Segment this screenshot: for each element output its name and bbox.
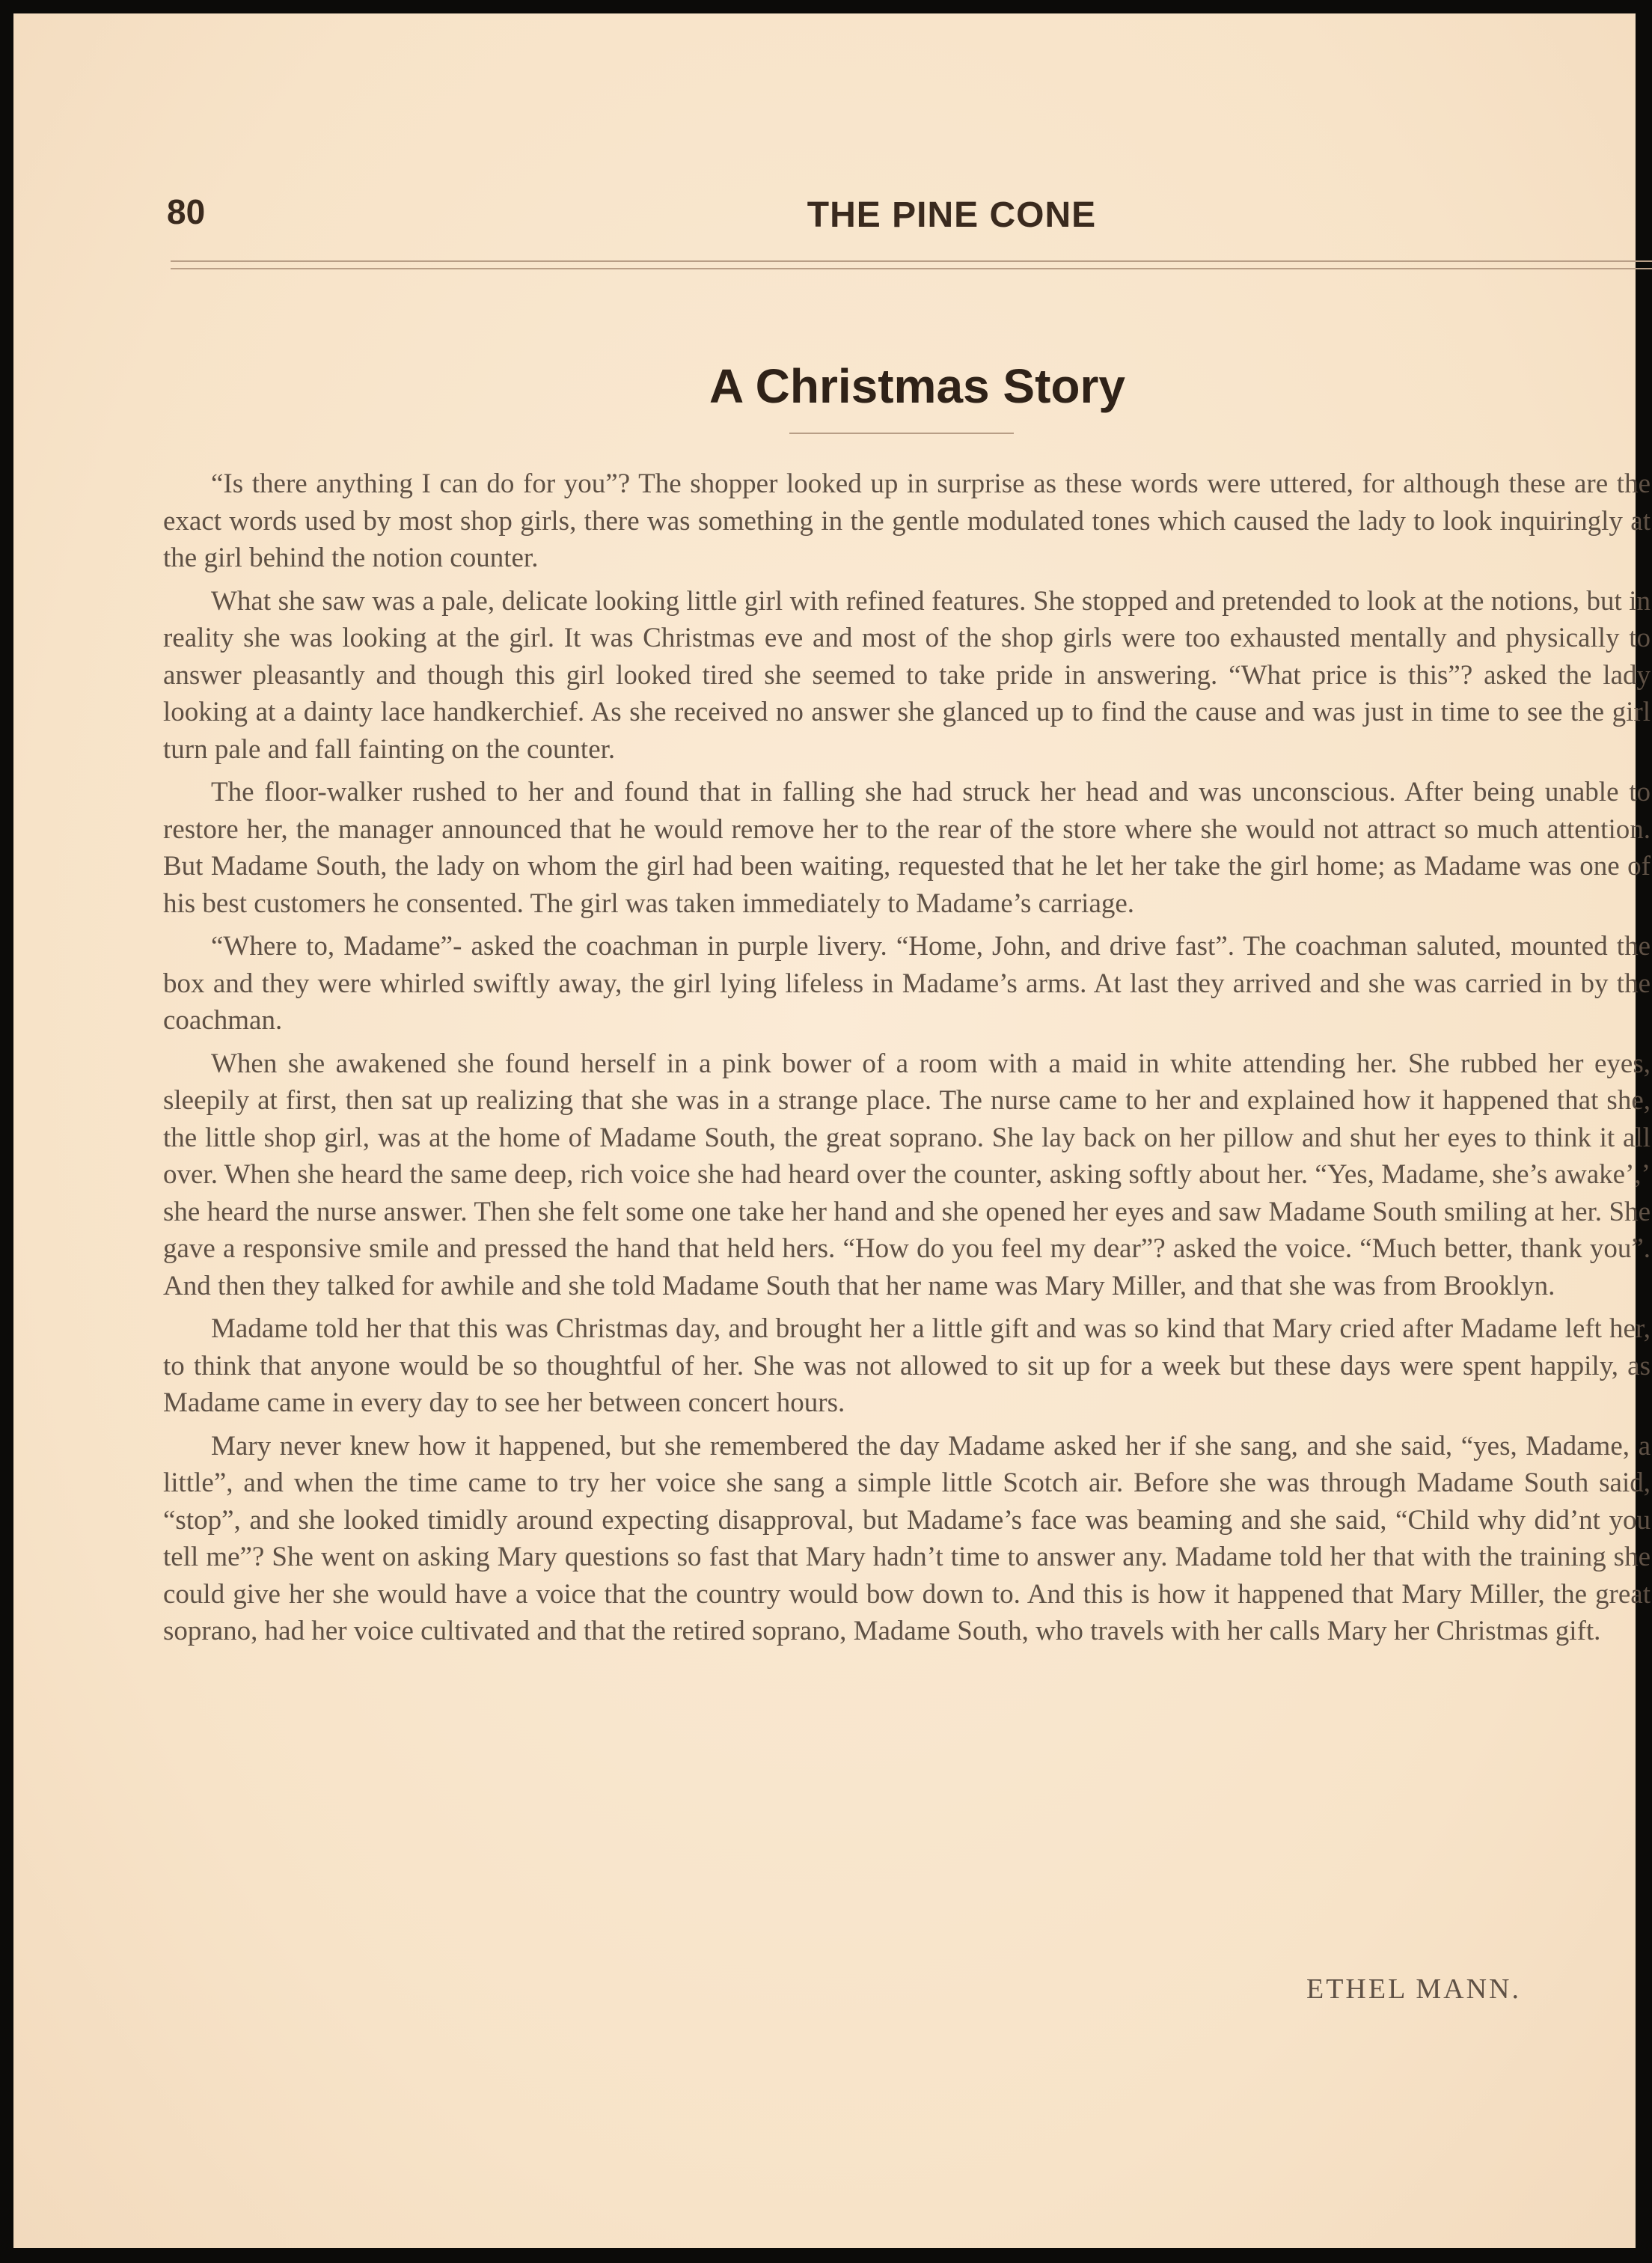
header-rule-top [171,260,1652,262]
title-divider [789,433,1014,434]
author-signature: ETHEL MANN. [1306,1973,1521,2005]
story-body [163,465,1651,1656]
story-paragraph: Mary never knew how it happened, but she remembered the day Madame asked her if she sang, and she said, “yes, Madame, a little”, and when the time came to try her voice she sang a simple little Scotch air. Before she was through Madame South said, “stop”, and she looked timidly around expecting disapproval, but Madame’s face was beaming and she said, “Child why did’nt you tell me”? She went on asking Mary questions so fast that Mary hadn’t time to answer any. Madame told her that with the training she could give her she would have a voice that the country would bow down to. And this is how it happened that Mary Miller, the great soprano, had her voice cultivated and that the retired soprano, Madame South, who travels with her calls Mary her Christmas gift. [163,1430,1651,1646]
story-title: A Christmas Story [709,358,1125,413]
magazine-page [13,13,1651,2248]
publication-title: THE PINE CONE [807,195,1097,235]
header-rule-bottom [171,268,1652,269]
story-paragraph: The floor-walker rushed to her and found that in falling she had struck her head and was unconscious. After being unable to restore her, the manager announced that he would remove her to the rear of the store where she would not attract so much attention. But Madame South, the lady on whom the girl had been waiting, requested that he let her take the girl home; as Madame was one of his best customers he consented. The girl was taken immediately to Madame’s carriage. [163,777,1651,919]
story-paragraph: “Where to, Madame”- asked the coachman in purple livery. “Home, John, and drive fast”. The coachman saluted, mounted the box and they were whirled swiftly away, the girl lying lifeless in Madame’s arms. At last they arrived and she was carried in by the coachman. [163,931,1651,1036]
story-paragraph: What she saw was a pale, delicate looking little girl with refined features. She stopped and pretended to look at the notions, but in reality she was looking at the girl. It was Christmas eve and most of the shop girls were too exhausted mentally and physically to answer pleasantly and though this girl looked tired she seemed to take pride in answering. “What price is this”? asked the lady looking at a dainty lace handkerchief. As she received no answer she glanced up to find the cause and was just in time to see the girl turn pale and fall fainting on the counter. [163,585,1651,765]
page-number: 80 [167,192,206,231]
story-paragraph: Madame told her that this was Christmas day, and brought her a little gift and was so kind that Mary cried after Madame left her, to think that anyone would be so thoughtful of her. She was not allowed to sit up for a week but these days were spent happily, as Madame came in every day to see her between concert hours. [163,1313,1651,1418]
story-paragraph: “Is there anything I can do for you”? The shopper looked up in surprise as these words were uttered, for although these are the exact words used by most shop girls, there was something in the gentle modulated tones which caused the lady to look inquiringly at the girl behind the notion counter. [163,468,1651,573]
story-paragraph: When she awakened she found herself in a pink bower of a room with a maid in white attending her. She rubbed her eyes, sleepily at first, then sat up realizing that she was in a strange place. The nurse came to her and explained how it happened that she, the little shop girl, was at the home of Madame South, the great soprano. She lay back on her pillow and shut her eyes to think it all over. When she heard the same deep, rich voice she had heard over the counter, asking softly about her. “Yes, Madame, she’s awake’,’ she heard the nurse answer. Then she felt some one take her hand and she opened her eyes and saw Madame South smiling at her. She gave a responsive smile and pressed the hand that held hers. “How do you feel my dear”? asked the voice. “Much better, thank you”. And then they talked for awhile and she told Madame South that her name was Mary Miller, and that she was from Brooklyn. [163,1048,1651,1301]
